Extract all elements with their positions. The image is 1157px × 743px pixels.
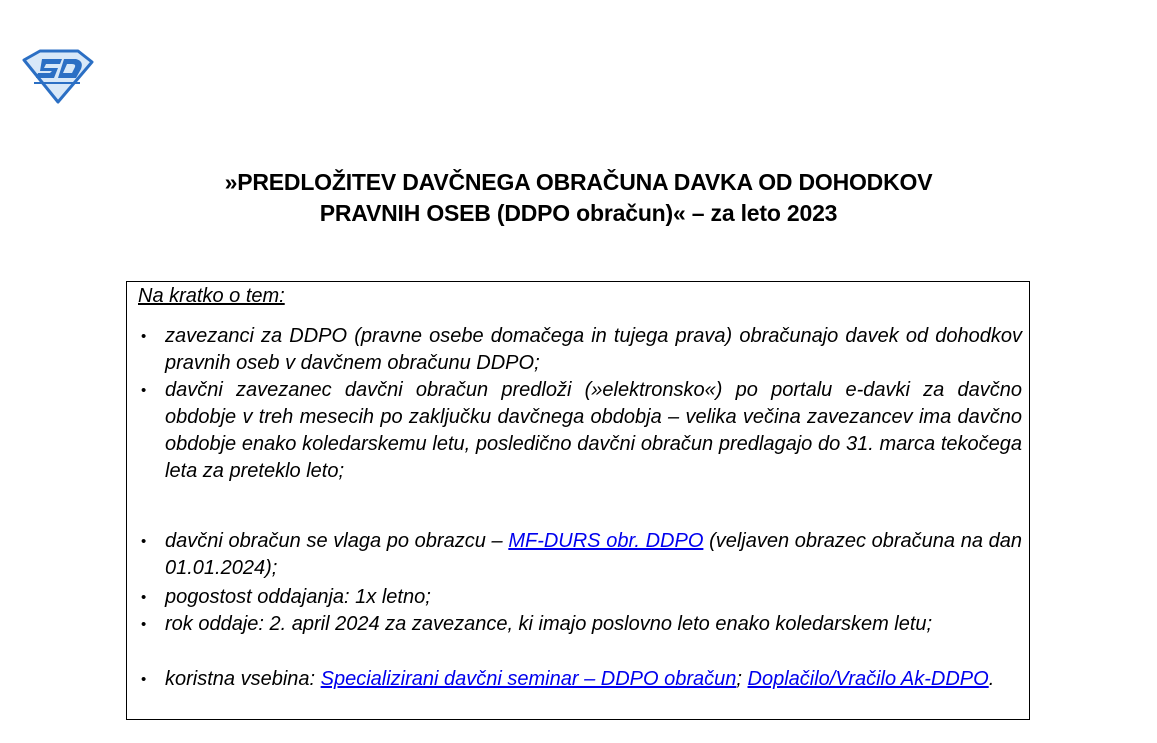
list-item bbox=[141, 377, 1022, 485]
refund-link[interactable]: Doplačilo/Vračilo Ak-DDPO bbox=[747, 668, 989, 690]
item-text: rok oddaje: 2. april 2024 za zavezance, ki imajo poslovno leto enako koledarskem letu; bbox=[165, 613, 933, 635]
page-title bbox=[0, 167, 1157, 229]
list-item bbox=[141, 584, 1022, 611]
list-item bbox=[141, 611, 1022, 638]
summary-box bbox=[126, 281, 1030, 720]
item-text: pogostost oddajanja: 1x letno; bbox=[165, 586, 431, 608]
item-text-before: koristna vsebina: bbox=[165, 668, 316, 690]
item-text-before: davčni obračun se vlaga po obrazcu – bbox=[165, 530, 503, 552]
bullet-icon: • bbox=[141, 616, 147, 633]
bullet-icon: • bbox=[141, 382, 147, 399]
item-text-after: (veljaven obrazec obračuna na dan 01.01.2024); bbox=[165, 530, 1023, 579]
list-item bbox=[141, 323, 1022, 377]
bullet-icon: • bbox=[141, 533, 147, 550]
list-item bbox=[141, 666, 1022, 693]
sd-logo-icon bbox=[20, 48, 96, 104]
link-separator: ; bbox=[736, 668, 742, 690]
seminar-link[interactable]: Specializirani davčni seminar – DDPO obračun bbox=[320, 668, 737, 690]
bullet-icon: • bbox=[141, 328, 147, 345]
box-heading: Na kratko o tem: bbox=[138, 285, 285, 307]
item-text-after: . bbox=[988, 668, 995, 690]
item-text: davčni zavezanec davčni obračun predloži (»elektronsko«) po portalu e-davki za davčno obdobje v treh mesecih po zaključku davčnega obdobja – velika večina zavezancev ima davčno obdobje enako koledarskemu letu, posledično davčni obračun predlagajo do 31. marca tekočega leta za preteklo leto; bbox=[165, 379, 1022, 482]
bullet-icon: • bbox=[141, 671, 147, 688]
title-line-1: »PREDLOŽITEV DAVČNEGA OBRAČUNA DAVKA OD DOHODKOV bbox=[224, 169, 933, 195]
list-item bbox=[141, 528, 1023, 582]
ddpo-form-link[interactable]: MF-DURS obr. DDPO bbox=[508, 530, 704, 552]
title-line-2: PRAVNIH OSEB (DDPO obračun)« – za leto 2023 bbox=[319, 200, 838, 226]
item-text: zavezanci za DDPO (pravne osebe domačega in tujega prava) obračunajo davek od dohodkov pravnih oseb v davčnem obračunu DDPO; bbox=[165, 325, 1022, 374]
bullet-icon: • bbox=[141, 589, 147, 606]
